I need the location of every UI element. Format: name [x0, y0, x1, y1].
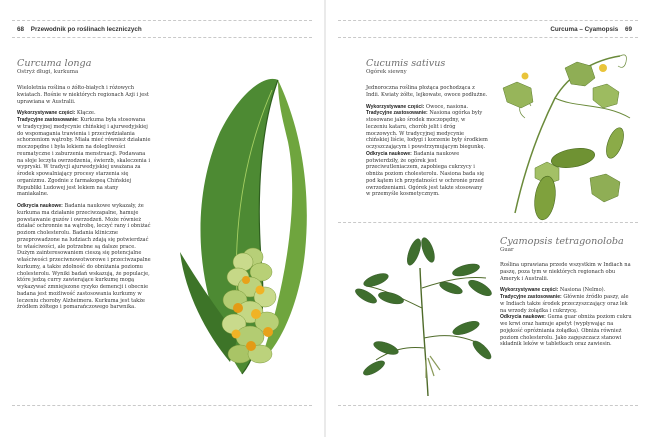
cyamopsis-findings-text: Guma guar obniża poziom cukru we krwi oraz hamuje apetyt (wypływając na pojękość opróżniania żołądka). Obniża również poziom cholesterolu. Jako zagęszczacz stanowi składnik leków w tabletkach oraz zawiesin. [500, 314, 632, 348]
cucumber-illustration [495, 48, 640, 220]
common-name-curcuma: Ostryż długi, kurkuma [17, 69, 79, 75]
curcuma-illustration [150, 62, 325, 402]
cucumis-findings-text: Badania naukowe potwierdziły, że ogórek jest przeciwutleniaczem, zapobiega cukrzycy i obniża poziom cholesterolu. Nasiona bada się pod kątem ich przydatności w ochronie przed owrzodzeniami. Ogórek jest także stosowany w przemyśle kosmetycznym. [366, 150, 485, 198]
cucumis-findings-label: Odkrycia naukowe: [366, 150, 412, 157]
cucumis-traditional-label: Tradycyjne zastosowanie: [366, 110, 428, 117]
cucumis-parts-text: Owoce, nasiona. [425, 103, 469, 110]
top-rule-left [12, 20, 312, 21]
common-name-cucumis: Ogórek siewny [366, 69, 407, 75]
cucumis-description: Jednoroczna roślina płożąca pochodząca z Indii. Kwiaty żółte, lejkowate, owoce podłużne. [366, 85, 488, 98]
header-rule-right [338, 37, 638, 38]
curcuma-traditional-text: Kurkuma była stosowana w tradycyjnej medycynie chińskiej i ajurwedyjskiej do wspomagania trawienia i przeciwdziałania schorzeniom wątroby. Miała mieć również działanie moczopędne i była lekiem na dolegliwości reumatyczne i zaburzenia menstruacji. Podawana na słoje leczyła owrzodzenia, świerzb, skaleczenia i wypryski. W tradycji ajurwedyjskiej uważana za środek spowalniający procesy starzenia się organizmu. Zgodnie z farmakopeą Chińskiej Republiki Ludowej jest lekiem na stany maniakalne. [17, 117, 151, 198]
running-title-right: Curcuma – Cyamopsis [550, 26, 619, 33]
mid-rule-right [338, 222, 638, 223]
curcuma-description: Wieloletnia roślina o żółto-białych i różowych kwiatach. Rośnie w niektórych regionach Azji i jest uprawiana w Australii. [17, 85, 149, 105]
plant-name-cucumis: Cucumis sativus [366, 58, 446, 69]
page-number-right: 69 [624, 26, 632, 33]
cucumis-traditional-text: Nasiona ogórka były stosowane jako środek moczopędny, w leczeniu kataru, chorób jelit i dróg moczowych. W tradycyjnej medycynie chińskiej liście, łodygi i korzenie były środkiem oczyszczającym i powstrzymującym biegunkę. [366, 110, 488, 150]
cyamopsis-findings-label: Odkrycia naukowe: [500, 314, 546, 321]
curcuma-text-column [17, 85, 151, 316]
cyamopsis-parts-label: Wykorzystywane części: [500, 287, 559, 294]
cyamopsis-text-column [500, 262, 632, 348]
plant-name-cyamopsis: Cyamopsis tetragonoloba [500, 236, 624, 247]
cucumis-parts-label: Wykorzystywane części: [366, 103, 425, 110]
cyamopsis-description: Roślina uprawiana przede wszystkim w Indiach na paszę, poza tym w niektórych regionach obu Ameryk i Australii. [500, 262, 631, 282]
right-page-header [550, 26, 632, 33]
guar-illustration [356, 228, 494, 398]
cucumis-text-column [366, 85, 488, 198]
common-name-cyamopsis: Guar [500, 247, 514, 253]
curcuma-findings-text: Badania naukowe wykazały, że kurkuma ma działanie przeciwzapalne, hamuje powstawanie guzów i owrzodzeń. Może również działać ochronnie na wątrobę, leczyć rany i obniżać poziom cholesterolu. Badania kliniczne przeprowadzone na ludziach zdają się potwierdzać te właściwości, ale potrzebne są dalsze prace. Dużym zainteresowaniem cieszą się potencjalne właściwości przeciwnowotworowe i przeciwzapalne kurkumy, a także zdolność do obniżania poziomu cholesterolu. Wyniki badań wskazują, że populacje, które jedzą curry zawierające kurkumę mogą wykazywać zmniejszone ryzyko demencji i obecnie badana jest możliwość zastosowania kurkumy w leczeniu choroby Alzheimera. Kurkuma jest także źródłem żółtego i pomarańczowego barwnika. [17, 203, 151, 311]
curcuma-traditional-label: Tradycyjne zastosowanie: [17, 117, 79, 123]
bottom-rule-left [12, 405, 312, 406]
cyamopsis-parts-text: Nasiona (Nelmo). [559, 287, 606, 294]
left-page-header [17, 26, 142, 33]
curcuma-parts-text: Kłącze. [76, 110, 96, 117]
curcuma-findings-label: Odkrycia naukowe: [17, 203, 63, 209]
plant-name-curcuma: Curcuma longa [17, 58, 92, 69]
bottom-rule-right [338, 405, 638, 406]
header-rule-left [12, 37, 312, 38]
running-title-left: Przewodnik po roślinach leczniczych [30, 26, 142, 33]
cyamopsis-traditional-label: Tradycyjne zastosowanie: [500, 294, 562, 300]
top-rule-right [338, 20, 638, 21]
cyamopsis-traditional-text: Głównie źródło paszy, ale w Indiach także środek przeczyszczający oraz lek na wrzody żołądka i cukrzycę. [500, 294, 629, 314]
page-number-left: 68 [17, 26, 25, 33]
curcuma-parts-label: Wykorzystywane części: [17, 110, 76, 117]
